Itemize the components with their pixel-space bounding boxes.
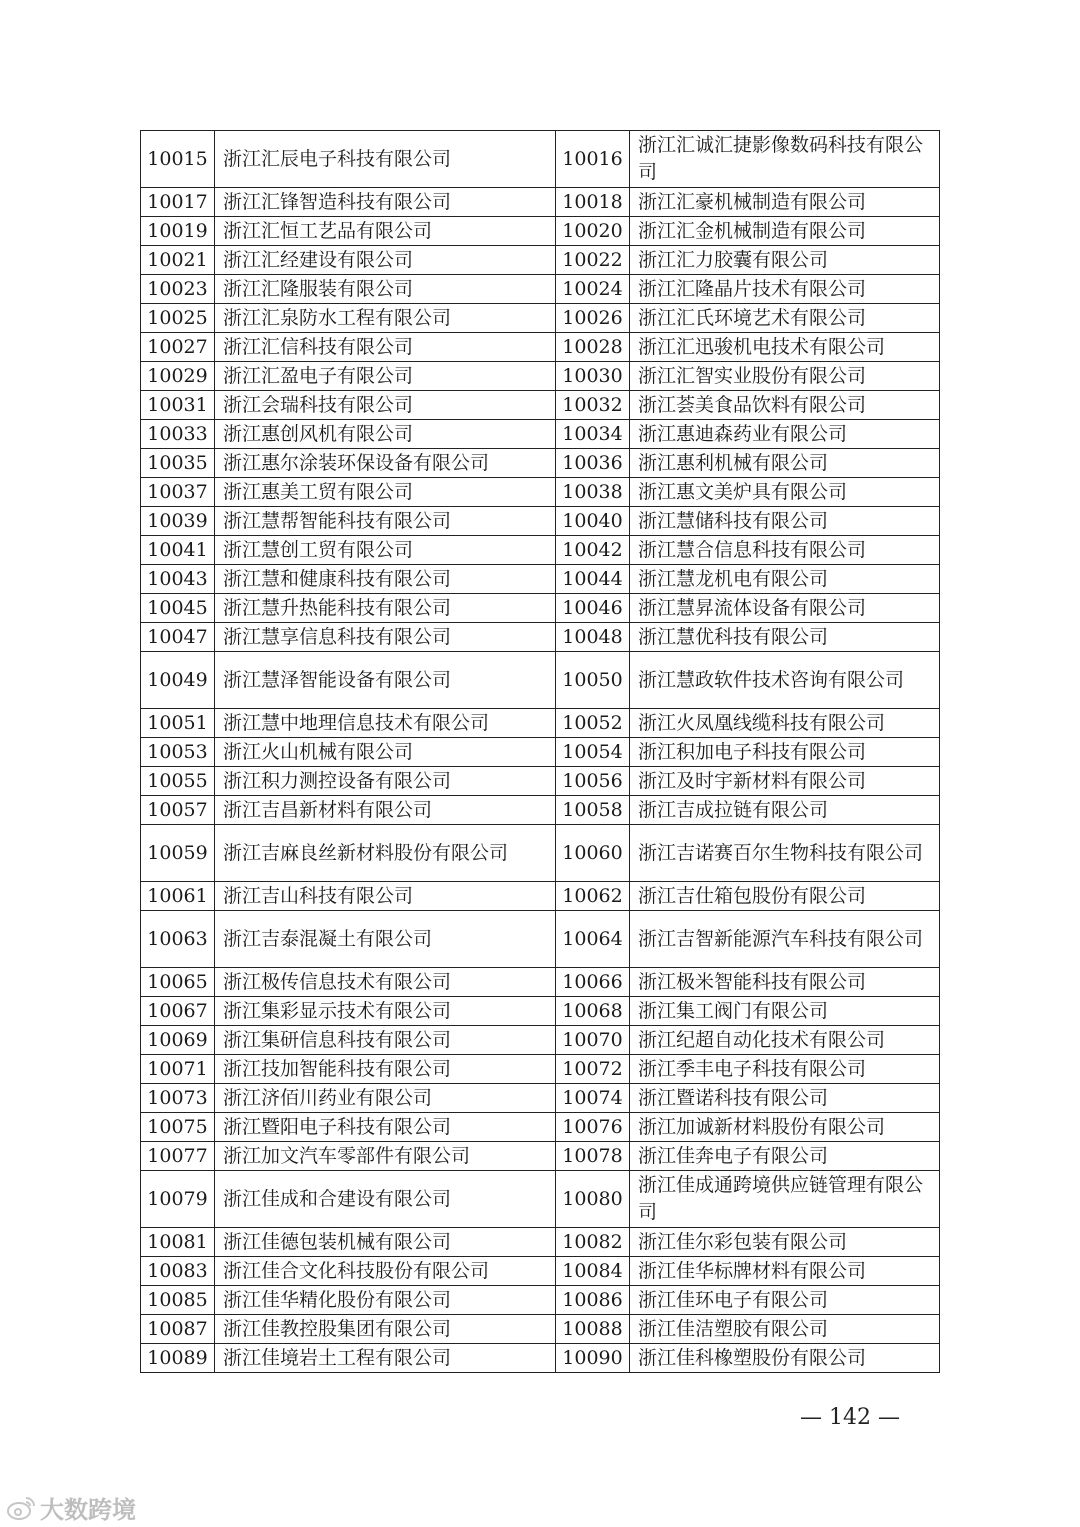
company-code-cell: 10058 (556, 796, 630, 825)
table-row (141, 825, 940, 882)
company-name-cell: 浙江慧泽智能设备有限公司 (215, 652, 556, 709)
company-code-cell: 10080 (556, 1171, 630, 1228)
company-name-cell: 浙江惠美工贸有限公司 (215, 478, 556, 507)
company-name-cell: 浙江慧创工贸有限公司 (215, 536, 556, 565)
company-code-cell: 10034 (556, 420, 630, 449)
company-code-cell: 10029 (141, 362, 215, 391)
table-row (141, 1084, 940, 1113)
company-code-cell: 10018 (556, 188, 630, 217)
company-name-cell: 浙江吉诺赛百尔生物科技有限公司 (630, 825, 940, 882)
company-code-cell: 10089 (141, 1344, 215, 1373)
company-code-cell: 10036 (556, 449, 630, 478)
company-name-cell: 浙江佳成和合建设有限公司 (215, 1171, 556, 1228)
table-row (141, 882, 940, 911)
company-code-cell: 10086 (556, 1286, 630, 1315)
company-code-cell: 10039 (141, 507, 215, 536)
company-code-cell: 10057 (141, 796, 215, 825)
company-code-cell: 10059 (141, 825, 215, 882)
company-name-cell: 浙江吉成拉链有限公司 (630, 796, 940, 825)
table-row (141, 565, 940, 594)
company-code-cell: 10048 (556, 623, 630, 652)
company-code-cell: 10020 (556, 217, 630, 246)
company-code-cell: 10050 (556, 652, 630, 709)
company-name-cell: 浙江季丰电子科技有限公司 (630, 1055, 940, 1084)
company-code-cell: 10060 (556, 825, 630, 882)
company-name-cell: 浙江汇信科技有限公司 (215, 333, 556, 362)
company-name-cell: 浙江佳合文化科技股份有限公司 (215, 1257, 556, 1286)
company-code-cell: 10024 (556, 275, 630, 304)
company-code-cell: 10031 (141, 391, 215, 420)
company-name-cell: 浙江佳环电子有限公司 (630, 1286, 940, 1315)
company-code-cell: 10032 (556, 391, 630, 420)
table-row (141, 420, 940, 449)
company-code-cell: 10021 (141, 246, 215, 275)
table-row (141, 304, 940, 333)
company-name-cell: 浙江慧优科技有限公司 (630, 623, 940, 652)
company-name-cell: 浙江惠创风机有限公司 (215, 420, 556, 449)
company-code-cell: 10052 (556, 709, 630, 738)
company-name-cell: 浙江吉昌新材料有限公司 (215, 796, 556, 825)
company-code-cell: 10071 (141, 1055, 215, 1084)
company-code-cell: 10085 (141, 1286, 215, 1315)
company-name-cell: 浙江汇豪机械制造有限公司 (630, 188, 940, 217)
company-code-cell: 10049 (141, 652, 215, 709)
company-name-cell: 浙江集研信息科技有限公司 (215, 1026, 556, 1055)
company-code-cell: 10081 (141, 1228, 215, 1257)
table-row (141, 1142, 940, 1171)
company-name-cell: 浙江吉仕箱包股份有限公司 (630, 882, 940, 911)
company-name-cell: 浙江积力测控设备有限公司 (215, 767, 556, 796)
table-row (141, 275, 940, 304)
company-name-cell: 浙江火凤凰线缆科技有限公司 (630, 709, 940, 738)
company-name-cell: 浙江慧中地理信息技术有限公司 (215, 709, 556, 738)
company-code-cell: 10027 (141, 333, 215, 362)
company-code-cell: 10078 (556, 1142, 630, 1171)
company-name-cell: 浙江纪超自动化技术有限公司 (630, 1026, 940, 1055)
company-name-cell: 浙江济佰川药业有限公司 (215, 1084, 556, 1113)
company-name-cell: 浙江汇迅骏机电技术有限公司 (630, 333, 940, 362)
table-row (141, 1315, 940, 1344)
company-code-cell: 10038 (556, 478, 630, 507)
company-name-cell: 浙江加诚新材料股份有限公司 (630, 1113, 940, 1142)
company-code-cell: 10054 (556, 738, 630, 767)
company-name-cell: 浙江佳教控股集团有限公司 (215, 1315, 556, 1344)
table-row (141, 246, 940, 275)
company-code-cell: 10079 (141, 1171, 215, 1228)
table-row (141, 968, 940, 997)
company-code-cell: 10025 (141, 304, 215, 333)
watermark (6, 1490, 136, 1525)
company-name-cell: 浙江汇氏环境艺术有限公司 (630, 304, 940, 333)
company-name-cell: 浙江佳成通跨境供应链管理有限公司 (630, 1171, 940, 1228)
table-row (141, 1286, 940, 1315)
company-name-cell: 浙江荟美食品饮料有限公司 (630, 391, 940, 420)
company-code-cell: 10053 (141, 738, 215, 767)
company-code-cell: 10056 (556, 767, 630, 796)
table-row (141, 1055, 940, 1084)
company-name-cell: 浙江佳奔电子有限公司 (630, 1142, 940, 1171)
table-row (141, 738, 940, 767)
company-list-table (140, 130, 940, 1373)
company-code-cell: 10030 (556, 362, 630, 391)
table-row (141, 1113, 940, 1142)
company-code-cell: 10087 (141, 1315, 215, 1344)
company-code-cell: 10033 (141, 420, 215, 449)
company-name-cell: 浙江惠迪森药业有限公司 (630, 420, 940, 449)
company-name-cell: 浙江极米智能科技有限公司 (630, 968, 940, 997)
company-code-cell: 10016 (556, 131, 630, 188)
company-code-cell: 10084 (556, 1257, 630, 1286)
company-code-cell: 10073 (141, 1084, 215, 1113)
company-name-cell: 浙江汇隆晶片技术有限公司 (630, 275, 940, 304)
company-code-cell: 10042 (556, 536, 630, 565)
company-code-cell: 10062 (556, 882, 630, 911)
company-name-cell: 浙江吉泰混凝土有限公司 (215, 911, 556, 968)
company-code-cell: 10047 (141, 623, 215, 652)
company-code-cell: 10067 (141, 997, 215, 1026)
company-name-cell: 浙江加文汽车零部件有限公司 (215, 1142, 556, 1171)
table-row (141, 1344, 940, 1373)
company-name-cell: 浙江技加智能科技有限公司 (215, 1055, 556, 1084)
company-code-cell: 10064 (556, 911, 630, 968)
company-name-cell: 浙江汇金机械制造有限公司 (630, 217, 940, 246)
company-name-cell: 浙江慧帮智能科技有限公司 (215, 507, 556, 536)
company-name-cell: 浙江佳华标牌材料有限公司 (630, 1257, 940, 1286)
company-name-cell: 浙江火山机械有限公司 (215, 738, 556, 767)
company-name-cell: 浙江慧和健康科技有限公司 (215, 565, 556, 594)
company-code-cell: 10090 (556, 1344, 630, 1373)
company-code-cell: 10017 (141, 188, 215, 217)
company-code-cell: 10068 (556, 997, 630, 1026)
company-code-cell: 10023 (141, 275, 215, 304)
company-code-cell: 10072 (556, 1055, 630, 1084)
company-name-cell: 浙江慧享信息科技有限公司 (215, 623, 556, 652)
company-code-cell: 10044 (556, 565, 630, 594)
company-code-cell: 10041 (141, 536, 215, 565)
company-code-cell: 10061 (141, 882, 215, 911)
company-name-cell: 浙江会瑞科技有限公司 (215, 391, 556, 420)
table-row (141, 1026, 940, 1055)
company-name-cell: 浙江慧升热能科技有限公司 (215, 594, 556, 623)
company-code-cell: 10066 (556, 968, 630, 997)
company-name-cell: 浙江佳境岩土工程有限公司 (215, 1344, 556, 1373)
table-row (141, 131, 940, 188)
table-row (141, 709, 940, 738)
company-name-cell: 浙江汇诚汇捷影像数码科技有限公司 (630, 131, 940, 188)
page-number: — 142 — (800, 1405, 900, 1430)
company-name-cell: 浙江惠文美炉具有限公司 (630, 478, 940, 507)
company-name-cell: 浙江佳德包装机械有限公司 (215, 1228, 556, 1257)
company-code-cell: 10040 (556, 507, 630, 536)
table-body (141, 131, 940, 1373)
table-row (141, 449, 940, 478)
company-name-cell: 浙江暨诺科技有限公司 (630, 1084, 940, 1113)
company-name-cell: 浙江积加电子科技有限公司 (630, 738, 940, 767)
company-code-cell: 10055 (141, 767, 215, 796)
table-row (141, 536, 940, 565)
company-code-cell: 10063 (141, 911, 215, 968)
company-name-cell: 浙江吉山科技有限公司 (215, 882, 556, 911)
company-code-cell: 10019 (141, 217, 215, 246)
company-name-cell: 浙江吉智新能源汽车科技有限公司 (630, 911, 940, 968)
table-row (141, 391, 940, 420)
table-row (141, 1257, 940, 1286)
company-name-cell: 浙江暨阳电子科技有限公司 (215, 1113, 556, 1142)
company-code-cell: 10069 (141, 1026, 215, 1055)
company-code-cell: 10045 (141, 594, 215, 623)
company-name-cell: 浙江惠利机械有限公司 (630, 449, 940, 478)
company-code-cell: 10022 (556, 246, 630, 275)
table-row (141, 1228, 940, 1257)
company-name-cell: 浙江汇智实业股份有限公司 (630, 362, 940, 391)
company-code-cell: 10083 (141, 1257, 215, 1286)
company-code-cell: 10076 (556, 1113, 630, 1142)
company-name-cell: 浙江慧政软件技术咨询有限公司 (630, 652, 940, 709)
table-row (141, 623, 940, 652)
company-name-cell: 浙江慧合信息科技有限公司 (630, 536, 940, 565)
company-code-cell: 10037 (141, 478, 215, 507)
table-row (141, 911, 940, 968)
table-row (141, 796, 940, 825)
company-code-cell: 10046 (556, 594, 630, 623)
company-code-cell: 10015 (141, 131, 215, 188)
company-code-cell: 10082 (556, 1228, 630, 1257)
table-row (141, 188, 940, 217)
company-code-cell: 10028 (556, 333, 630, 362)
company-name-cell: 浙江佳尔彩包装有限公司 (630, 1228, 940, 1257)
company-code-cell: 10026 (556, 304, 630, 333)
company-name-cell: 浙江慧储科技有限公司 (630, 507, 940, 536)
company-code-cell: 10077 (141, 1142, 215, 1171)
table-row (141, 507, 940, 536)
company-name-cell: 浙江汇力胶囊有限公司 (630, 246, 940, 275)
company-name-cell: 浙江汇恒工艺品有限公司 (215, 217, 556, 246)
company-name-cell: 浙江汇盈电子有限公司 (215, 362, 556, 391)
company-name-cell: 浙江惠尔涂装环保设备有限公司 (215, 449, 556, 478)
company-code-cell: 10051 (141, 709, 215, 738)
company-name-cell: 浙江集工阀门有限公司 (630, 997, 940, 1026)
company-name-cell: 浙江慧昇流体设备有限公司 (630, 594, 940, 623)
weibo-logo-icon (6, 1495, 36, 1521)
company-name-cell: 浙江汇经建设有限公司 (215, 246, 556, 275)
table-row (141, 997, 940, 1026)
company-name-cell: 浙江汇泉防水工程有限公司 (215, 304, 556, 333)
company-name-cell: 浙江佳科橡塑股份有限公司 (630, 1344, 940, 1373)
company-name-cell: 浙江佳华精化股份有限公司 (215, 1286, 556, 1315)
company-code-cell: 10075 (141, 1113, 215, 1142)
company-code-cell: 10043 (141, 565, 215, 594)
table-row (141, 594, 940, 623)
table-row (141, 217, 940, 246)
table-row (141, 333, 940, 362)
table-row (141, 652, 940, 709)
company-code-cell: 10035 (141, 449, 215, 478)
company-name-cell: 浙江汇辰电子科技有限公司 (215, 131, 556, 188)
company-name-cell: 浙江佳洁塑胶有限公司 (630, 1315, 940, 1344)
table-row (141, 478, 940, 507)
table-row (141, 1171, 940, 1228)
company-name-cell: 浙江集彩显示技术有限公司 (215, 997, 556, 1026)
company-name-cell: 浙江极传信息技术有限公司 (215, 968, 556, 997)
company-name-cell: 浙江慧龙机电有限公司 (630, 565, 940, 594)
company-code-cell: 10088 (556, 1315, 630, 1344)
company-name-cell: 浙江及时宇新材料有限公司 (630, 767, 940, 796)
company-name-cell: 浙江汇隆服装有限公司 (215, 275, 556, 304)
watermark-text: 大数跨境 (40, 1496, 136, 1524)
company-code-cell: 10065 (141, 968, 215, 997)
table-row (141, 362, 940, 391)
company-code-cell: 10070 (556, 1026, 630, 1055)
company-code-cell: 10074 (556, 1084, 630, 1113)
table-row (141, 767, 940, 796)
company-name-cell: 浙江汇锋智造科技有限公司 (215, 188, 556, 217)
company-name-cell: 浙江吉麻良丝新材料股份有限公司 (215, 825, 556, 882)
